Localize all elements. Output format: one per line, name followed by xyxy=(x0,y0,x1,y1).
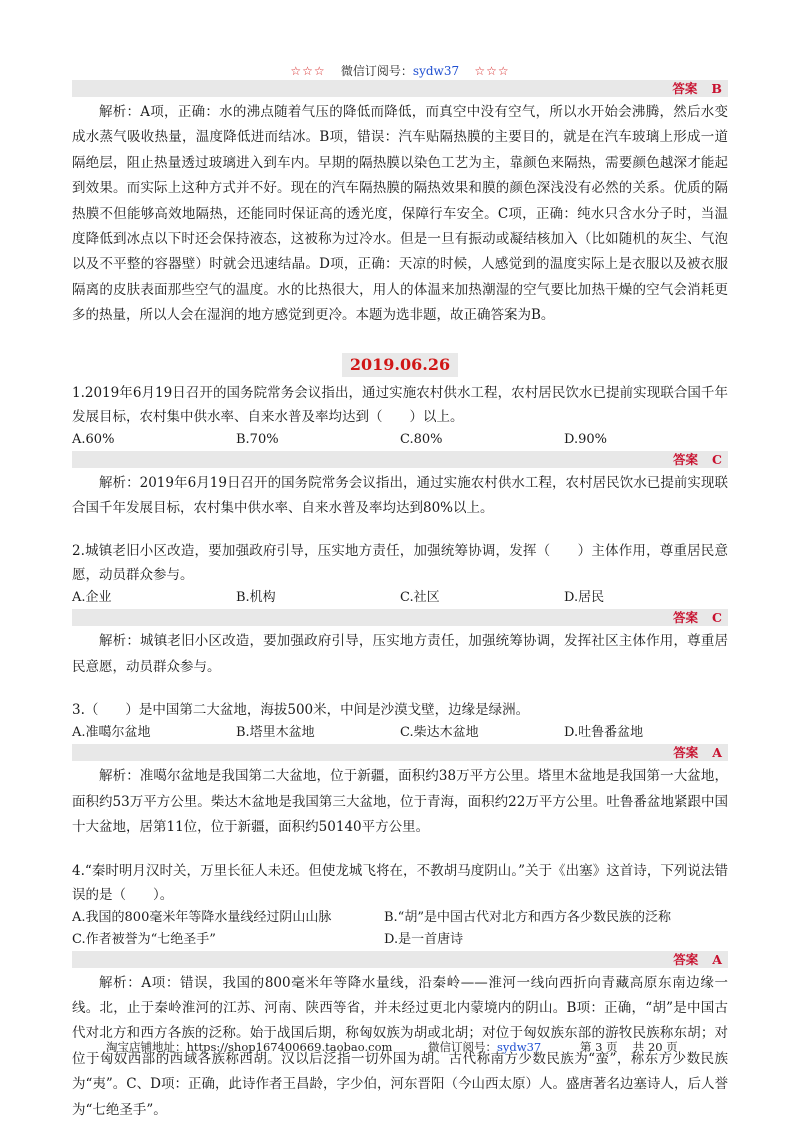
question-text: 3.（ ）是中国第二大盆地，海拔500米，中间是沙漠戈壁，边缘是绿洲。 xyxy=(72,702,530,719)
option[interactable]: B.“胡”是中国古代对北方和西方各少数民族的泛称 xyxy=(384,909,671,925)
answer-bar xyxy=(72,744,728,761)
options-row xyxy=(72,907,728,929)
option[interactable]: C.柴达木盆地 xyxy=(400,725,479,741)
answer-bar xyxy=(72,951,728,968)
page-header xyxy=(0,62,800,79)
option[interactable]: D.90% xyxy=(564,431,607,447)
option[interactable]: A.60% xyxy=(72,431,115,447)
option[interactable]: C.80% xyxy=(400,431,443,447)
explanation: 解析：A项：错误，我国的800毫米年等降水量线，沿秦岭——淮河一线向西折向青藏高原东南边缘一线。北，止于秦岭淮河的江苏、河南、陕西等省，并未经过更北内蒙境内的阴山。B项：正确，“胡”是中国古代对北方和西方各族的泛称。始于战国后期，称匈奴族为胡或北胡；对位于匈奴族东部的游牧民族称东胡；对位于匈奴西部的西域各族称西胡。汉以后泛指一切外国为胡。古代称南方少数民族为“蛮”，称东方少数民族为“夷”。C、D项：正确，此诗作者王昌龄，字少伯，河东晋阳（今山西太原）人。盛唐著名边塞诗人，后人誉为“七绝圣手”。 xyxy=(72,974,728,1118)
option[interactable]: C.社区 xyxy=(400,590,440,606)
answer-label: 答案 xyxy=(672,81,698,96)
footer-subscription xyxy=(428,1039,541,1055)
answer-label: 答案 xyxy=(673,451,699,467)
option[interactable]: C.作者被誉为“七绝圣手” xyxy=(72,931,216,947)
footer-subscription-label: 微信订阅号： xyxy=(428,1040,497,1054)
options-row xyxy=(72,722,728,744)
option[interactable]: A.准噶尔盆地 xyxy=(72,725,151,741)
answer-letter: A xyxy=(712,951,722,967)
page-content xyxy=(72,80,728,1123)
explanation: 解析：城镇老旧小区改造，要加强政府引导，压实地方责任，加强统筹协调，发挥社区主体作用，尊重居民意愿，动员群众参与。 xyxy=(72,633,728,675)
footer-wechat-id: sydw37 xyxy=(497,1040,542,1054)
explanation: 解析：准噶尔盆地是我国第二大盆地，位于新疆，面积约38万平方公里。塔里木盆地是我国第一大盆地，面积约53万平方公里。柴达木盆地是我国第三大盆地，位于青海，面积约22万平方公里。吐鲁番盆地紧跟中国十大盆地，居第11位，位于新疆，面积约50140平方公里。 xyxy=(72,768,728,836)
header-stars-right: ☆☆☆ xyxy=(474,64,510,78)
date-heading xyxy=(72,353,728,377)
answer-bar xyxy=(72,451,728,468)
answer-letter: C xyxy=(712,451,722,467)
answer-label: 答案 xyxy=(673,745,699,761)
explanation: 解析：2019年6月19日召开的国务院常务会议指出，通过实施农村供水工程，农村居民饮水已提前实现联合国千年发展目标，农村集中供水率、自来水普及率均达到80%以上。 xyxy=(72,474,728,517)
options-row xyxy=(72,929,728,951)
option[interactable]: B.机构 xyxy=(236,590,276,606)
options-row xyxy=(72,587,728,609)
option[interactable]: D.是一首唐诗 xyxy=(384,931,464,947)
header-wechat-id: sydw37 xyxy=(412,64,460,78)
question-text: 2.城镇老旧小区改造，要加强政府引导，压实地方责任，加强统筹协调，发挥（ ）主体作用，尊重居民意愿，动员群众参与。 xyxy=(72,543,728,584)
header-stars-left: ☆☆☆ xyxy=(290,64,326,78)
options-row xyxy=(72,429,728,451)
answer-letter: B xyxy=(711,81,722,96)
question-text: 4.“秦时明月汉时关，万里长征人未还。但使龙城飞将在，不教胡马度阴山。”关于《出塞》这首诗，下列说法错误的是（ ）。 xyxy=(72,862,728,903)
answer-letter: C xyxy=(712,610,722,626)
option[interactable]: D.吐鲁番盆地 xyxy=(564,725,644,741)
page-number: 第 3 页 共 20 页 xyxy=(580,1040,678,1054)
option[interactable]: A.我国的800毫米年等降水量线经过阴山山脉 xyxy=(72,909,332,925)
option[interactable]: A.企业 xyxy=(72,590,112,606)
shop-address[interactable]: 淘宝店铺地址：https://shop167400669.taobao.com xyxy=(106,1040,393,1054)
header-subscription-label: 微信订阅号： xyxy=(340,64,413,78)
option[interactable]: B.70% xyxy=(236,431,279,447)
answer-bar xyxy=(72,609,728,626)
date-text: 2019.06.26 xyxy=(342,353,458,377)
answer-letter: A xyxy=(712,745,722,761)
option[interactable]: D.居民 xyxy=(564,590,605,606)
answer-label: 答案 xyxy=(673,610,699,626)
answer-bar xyxy=(72,80,728,97)
explanation: 解析：A项，正确：水的沸点随着气压的降低而降低，而真空中没有空气，所以水开始会沸腾，然后水变成水蒸气吸收热量，温度降低进而结冰。B项，错误：汽车贴隔热膜的主要目的，就是在汽车玻璃上形成一道隔绝层，阻止热量透过玻璃进入到车内。早期的隔热膜以染色工艺为主，靠颜色来隔热，需要颜色越深才能起到效果。而实际上这种方式并不好。现在的汽车隔热膜的隔热效果和膜的颜色深浅没有必然的关系。优质的隔热膜不但能够高效地隔热，还能同时保证高的透光度，保障行车安全。C项，正确：纯水只含水分子时，当温度降低到冰点以下时还会保持液态，这被称为过冷水。但是一旦有振动或凝结核加入（比如随机的灰尘、气泡以及不平整的容器壁）时就会迅速结晶。D项，正确：天凉的时候，人感觉到的温度实际上是衣服以及被衣服隔离的皮肤表面那些空气的温度。水的比热很大，用人的体温来加热潮湿的空气要比加热干燥的空气会消耗更多的热量，所以人会在湿润的地方感觉到更冷。本题为选非题，故正确答案为B。 xyxy=(72,104,728,324)
question-text: 1.2019年6月19日召开的国务院常务会议指出，通过实施农村供水工程，农村居民饮水已提前实现联合国千年发展目标，农村集中供水率、自来水普及率均达到（ ）以上。 xyxy=(72,384,728,425)
option[interactable]: B.塔里木盆地 xyxy=(236,725,315,741)
answer-label: 答案 xyxy=(673,951,699,967)
